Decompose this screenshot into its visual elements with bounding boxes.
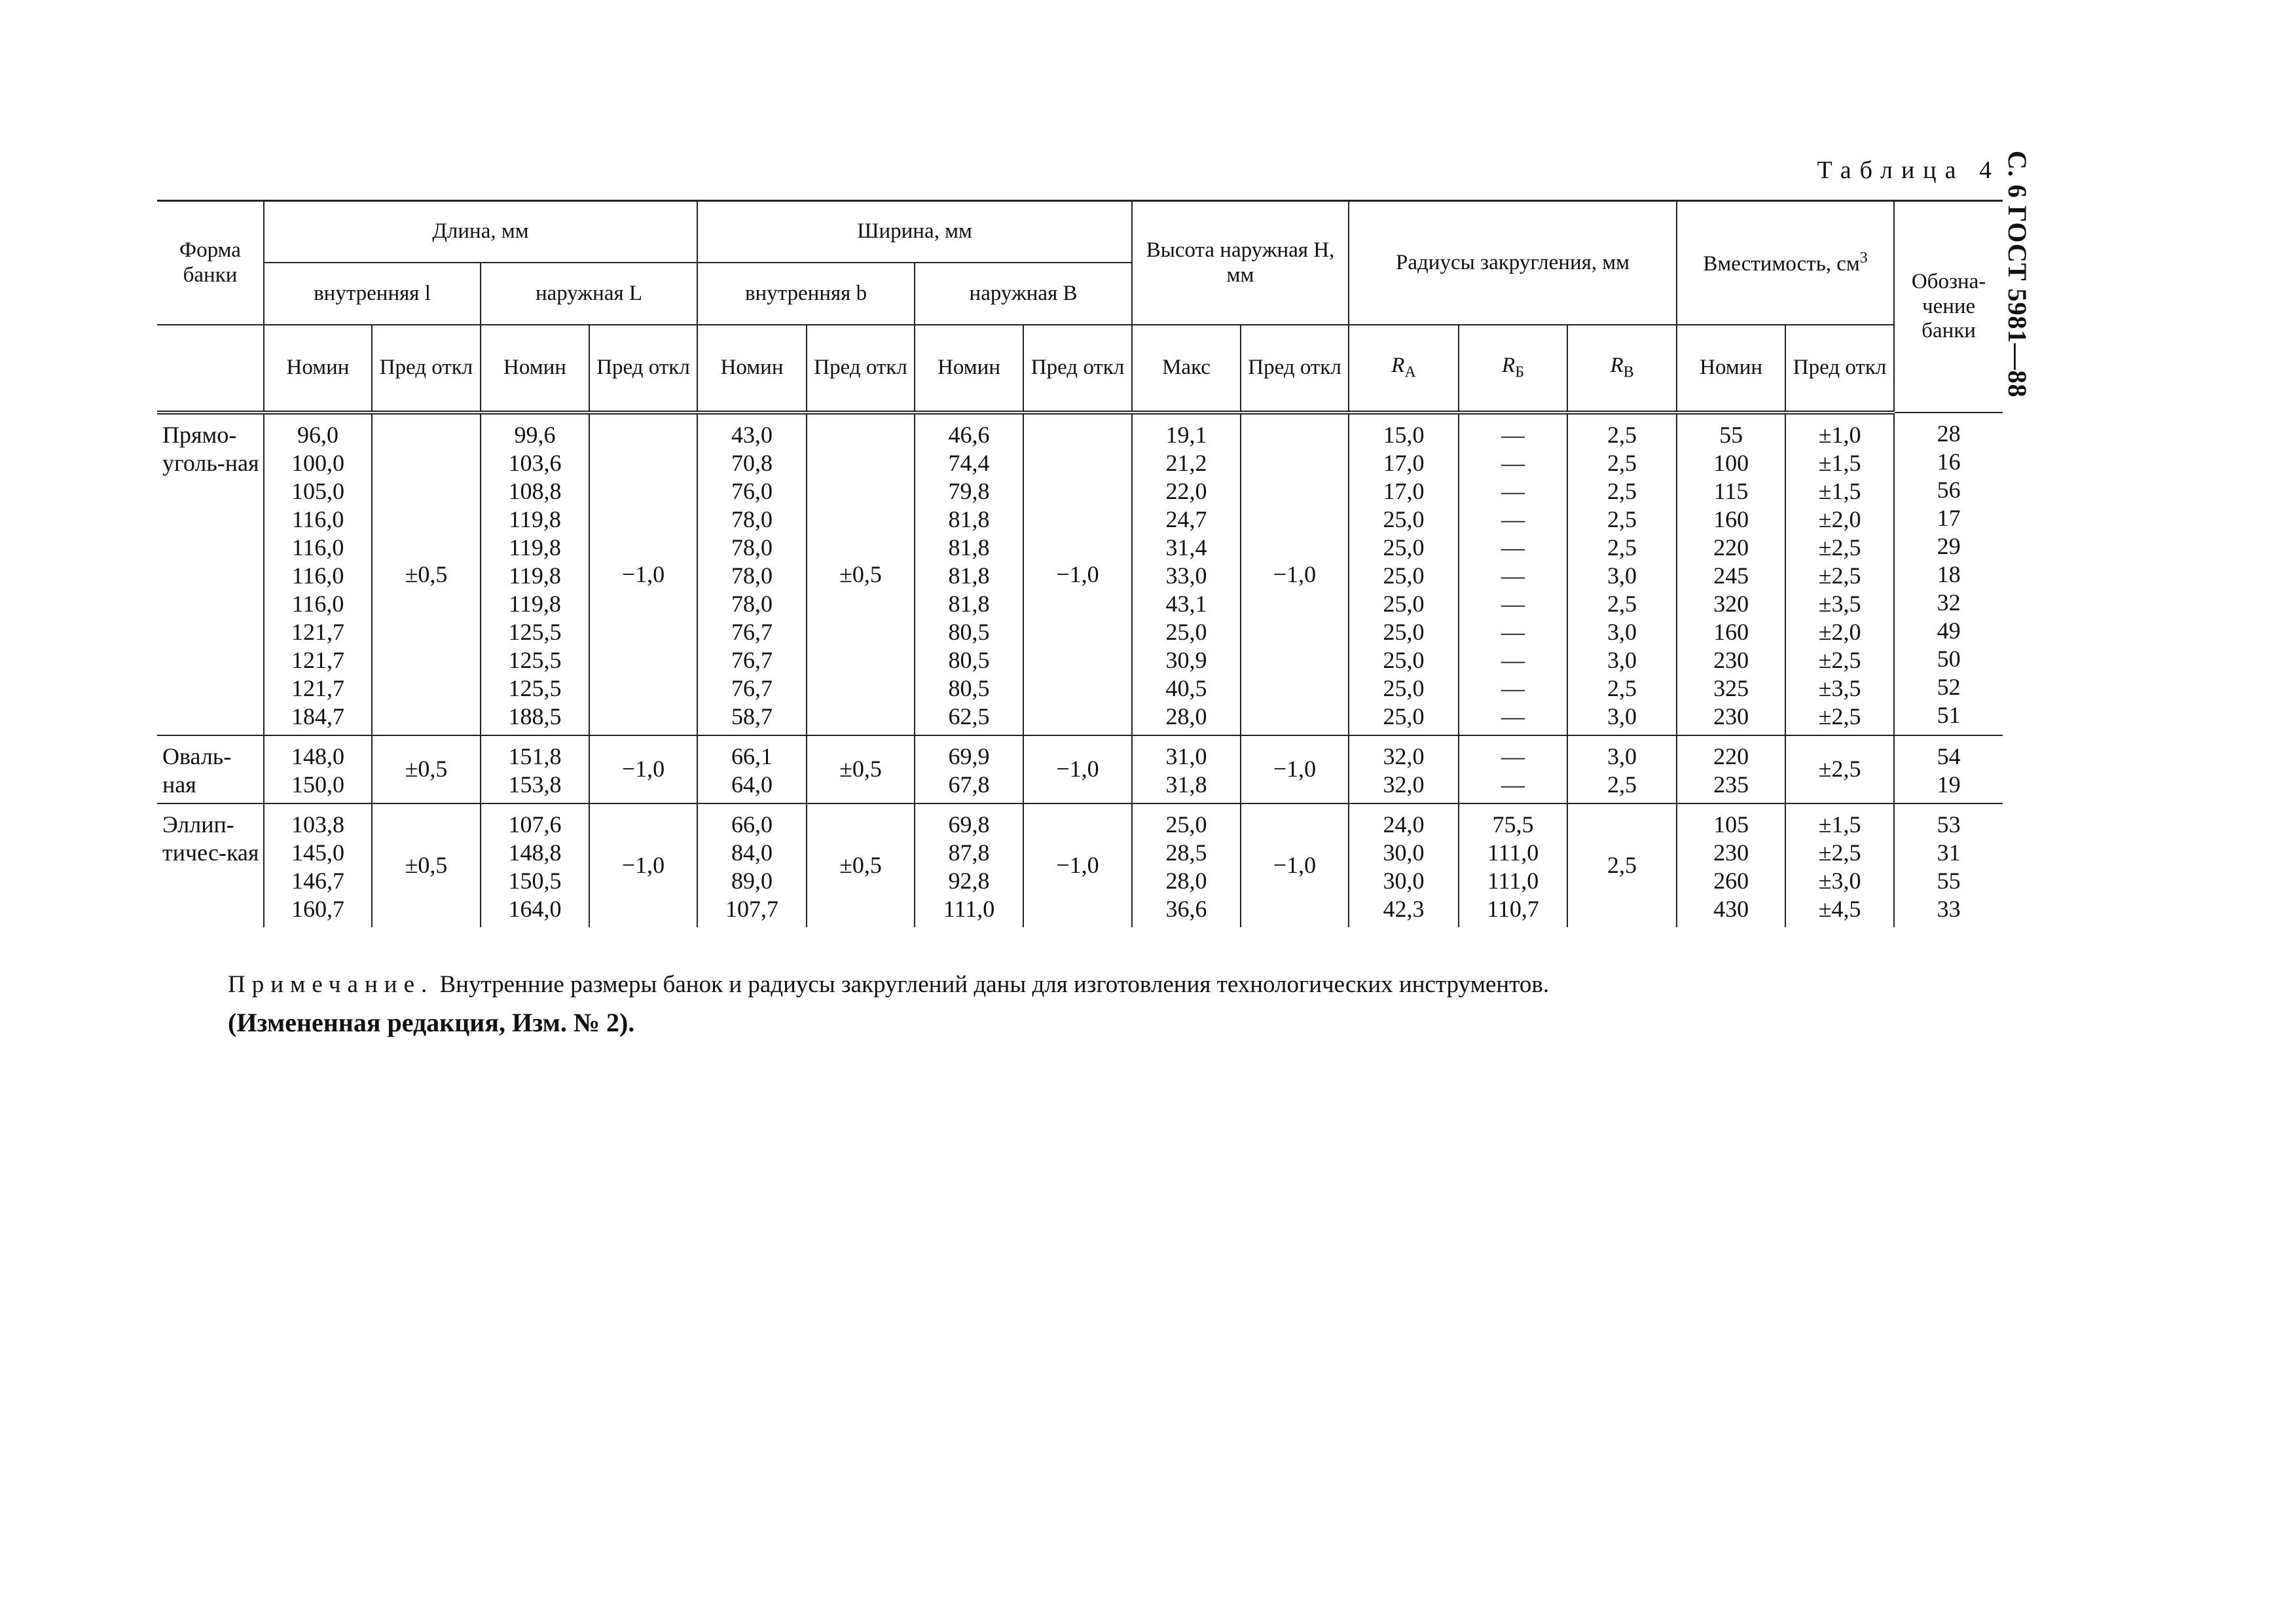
table-cell-value: 76,7 bbox=[731, 619, 773, 645]
table-cell-value: 66,1 bbox=[731, 743, 773, 769]
table-cell-value: 32 bbox=[1937, 589, 1961, 616]
table-cell-value: 22,0 bbox=[1165, 478, 1207, 504]
table-cell-value: 153,8 bbox=[508, 771, 562, 798]
height-values bbox=[1132, 413, 1241, 735]
table-cell-value: 24,0 bbox=[1383, 811, 1425, 838]
outer-L-values bbox=[481, 735, 589, 803]
table-cell-value: 64,0 bbox=[731, 771, 773, 798]
header-nomin: Номин bbox=[915, 325, 1023, 413]
table-cell-value: — bbox=[1501, 703, 1525, 729]
header-nomin: Номин bbox=[697, 325, 807, 413]
table-cell-value: 31 bbox=[1937, 839, 1961, 866]
table-cell-value: 235 bbox=[1713, 771, 1749, 798]
table-cell-value: 25,0 bbox=[1383, 675, 1425, 701]
shape-label: Оваль-ная bbox=[157, 735, 264, 803]
table-cell-value: 30,0 bbox=[1383, 868, 1425, 894]
table-cell-value: ±2,5 bbox=[1818, 839, 1861, 866]
table-cell-value: 29 bbox=[1937, 533, 1961, 559]
rb-values bbox=[1459, 735, 1567, 803]
inner-b-values bbox=[697, 413, 807, 735]
table-cell-value: 25,0 bbox=[1383, 619, 1425, 645]
table-cell-value: 66,0 bbox=[731, 811, 773, 838]
header-shape-blank bbox=[157, 325, 264, 413]
table-cell-value: 70,8 bbox=[731, 450, 773, 476]
table-cell-value: 2,5 bbox=[1607, 478, 1637, 504]
capacity-values bbox=[1677, 413, 1785, 735]
table-cell-value: 105,0 bbox=[291, 478, 344, 504]
table-cell-value: ±2,5 bbox=[1818, 534, 1861, 561]
table-cell-value: 28,5 bbox=[1165, 839, 1207, 866]
table-cell-value: ±3,5 bbox=[1818, 591, 1861, 617]
table-cell-value: 148,0 bbox=[291, 743, 344, 769]
inner-l-tolerance: ±0,5 bbox=[372, 803, 481, 927]
table-cell-value: 103,8 bbox=[291, 811, 344, 838]
group-rectangular bbox=[157, 413, 2003, 735]
table-cell-value: 100,0 bbox=[291, 450, 344, 476]
can-dimensions-table bbox=[157, 200, 2003, 927]
table-cell-value: 30,9 bbox=[1165, 647, 1207, 673]
table-cell-value: 42,3 bbox=[1383, 896, 1425, 922]
table-cell-value: 121,7 bbox=[291, 675, 344, 701]
header-pred-otkl: Пред откл bbox=[1023, 325, 1132, 413]
table-cell-value: 40,5 bbox=[1165, 675, 1207, 701]
inner-b-tolerance: ±0,5 bbox=[807, 413, 915, 735]
table-cell-value: 53 bbox=[1937, 811, 1961, 838]
header-rb: $R_Б$ bbox=[1459, 325, 1567, 413]
header-outer-L: наружная L bbox=[481, 263, 697, 325]
table-cell-value: 188,5 bbox=[508, 703, 562, 729]
table-cell-value: 105 bbox=[1713, 811, 1749, 838]
table-cell-value: 15,0 bbox=[1383, 422, 1425, 448]
table-cell-value: 36,6 bbox=[1165, 896, 1207, 922]
outer-B-values bbox=[915, 735, 1023, 803]
table-cell-value: 55 bbox=[1719, 422, 1743, 448]
table-cell-value: 32,0 bbox=[1383, 771, 1425, 798]
table-cell-value: 79,8 bbox=[948, 478, 990, 504]
table-cell-value: — bbox=[1501, 506, 1525, 532]
table-cell-value: 33,0 bbox=[1165, 562, 1207, 589]
table-cell-value: 69,8 bbox=[948, 811, 990, 838]
table-cell-value: 107,6 bbox=[508, 811, 562, 838]
table-cell-value: 19,1 bbox=[1165, 422, 1207, 448]
table-cell-value: ±2,0 bbox=[1818, 619, 1861, 645]
table-cell-value: 54 bbox=[1937, 743, 1961, 769]
table-cell-value: 52 bbox=[1937, 674, 1961, 700]
table-cell-value: 119,8 bbox=[509, 506, 561, 532]
table-cell-value: 151,8 bbox=[508, 743, 562, 769]
table-cell-value: 3,0 bbox=[1607, 743, 1637, 769]
table-cell-value: — bbox=[1501, 647, 1525, 673]
table-cell-value: 30,0 bbox=[1383, 839, 1425, 866]
table-cell-value: 43,0 bbox=[731, 422, 773, 448]
table-cell-value: 92,8 bbox=[948, 868, 990, 894]
table-cell-value: 51 bbox=[1937, 702, 1961, 728]
inner-l-tolerance: ±0,5 bbox=[372, 413, 481, 735]
group-elliptical bbox=[157, 803, 2003, 927]
outer-L-values bbox=[481, 413, 589, 735]
table-cell-value: 28 bbox=[1937, 420, 1961, 447]
table-cell-value: 17,0 bbox=[1383, 478, 1425, 504]
height-values bbox=[1132, 803, 1241, 927]
table-cell-value: 25,0 bbox=[1383, 591, 1425, 617]
table-cell-value: 146,7 bbox=[291, 868, 344, 894]
table-cell-value: 230 bbox=[1713, 839, 1749, 866]
table-cell-value: 164,0 bbox=[508, 896, 562, 922]
rb-values bbox=[1459, 413, 1567, 735]
table-cell-value: 3,0 bbox=[1607, 703, 1637, 729]
table-cell-value: — bbox=[1501, 591, 1525, 617]
page-header: С. 6 ГОСТ 5981—88 bbox=[2003, 151, 2032, 398]
table-cell-value: 110,7 bbox=[1487, 896, 1539, 922]
table-title: Таблица 4 bbox=[1817, 157, 2000, 184]
outer-L-tolerance: −1,0 bbox=[589, 803, 697, 927]
height-values bbox=[1132, 735, 1241, 803]
table-cell-value: 80,5 bbox=[948, 647, 990, 673]
outer-B-tolerance: −1,0 bbox=[1023, 735, 1132, 803]
rb-values bbox=[1459, 803, 1567, 927]
table-cell-value: 81,8 bbox=[948, 562, 990, 589]
table-cell-value: 32,0 bbox=[1383, 743, 1425, 769]
table-cell-value: 18 bbox=[1937, 561, 1961, 587]
height-tolerance: −1,0 bbox=[1241, 803, 1349, 927]
table-cell-value: 78,0 bbox=[731, 506, 773, 532]
table-cell-value: 121,7 bbox=[291, 619, 344, 645]
table-cell-value: 107,7 bbox=[725, 896, 779, 922]
table-cell-value: 81,8 bbox=[948, 534, 990, 561]
table-cell-value: 260 bbox=[1713, 868, 1749, 894]
table-cell-value: 119,8 bbox=[509, 534, 561, 561]
table-cell-value: — bbox=[1501, 478, 1525, 504]
table-cell-value: 21,2 bbox=[1165, 450, 1207, 476]
table-cell-value: — bbox=[1501, 743, 1525, 769]
table-cell-value: 245 bbox=[1713, 562, 1749, 589]
table-cell-value: — bbox=[1501, 619, 1525, 645]
ra-values bbox=[1349, 735, 1459, 803]
outer-L-tolerance: −1,0 bbox=[589, 735, 697, 803]
table-cell-value: 25,0 bbox=[1383, 506, 1425, 532]
table-cell-value: 2,5 bbox=[1607, 771, 1637, 798]
table-cell-value: 230 bbox=[1713, 703, 1749, 729]
shape-label: Эллип-тичес-кая bbox=[157, 803, 264, 927]
table-cell-value: 31,0 bbox=[1165, 743, 1207, 769]
table-cell-value: 76,0 bbox=[731, 478, 773, 504]
table-cell-value: 75,5 bbox=[1492, 811, 1534, 838]
rv-value: 2,5 bbox=[1567, 803, 1677, 927]
table-cell-value: 49 bbox=[1937, 617, 1961, 644]
table-cell-value: 50 bbox=[1937, 646, 1961, 672]
ra-values bbox=[1349, 413, 1459, 735]
header-shape: Форма банки bbox=[157, 201, 264, 325]
header-pred-otkl: Пред откл bbox=[372, 325, 481, 413]
table-cell-value: 80,5 bbox=[948, 675, 990, 701]
inner-b-tolerance: ±0,5 bbox=[807, 735, 915, 803]
header-inner-l: внутренняя l bbox=[264, 263, 481, 325]
table-cell-value: ±1,5 bbox=[1818, 450, 1861, 476]
table-cell-value: 28,0 bbox=[1165, 703, 1207, 729]
table-cell-value: 115 bbox=[1713, 478, 1749, 504]
table-cell-value: 116,0 bbox=[291, 534, 344, 561]
table-cell-value: 160 bbox=[1713, 619, 1749, 645]
rv-values bbox=[1567, 735, 1677, 803]
table-cell-value: 2,5 bbox=[1607, 591, 1637, 617]
table-cell-value: ±3,5 bbox=[1818, 675, 1861, 701]
table-cell-value: 76,7 bbox=[731, 647, 773, 673]
table-cell-value: — bbox=[1501, 675, 1525, 701]
table-cell-value: ±1,5 bbox=[1818, 811, 1861, 838]
header-nomin: Номин bbox=[264, 325, 372, 413]
table-cell-value: 55 bbox=[1937, 868, 1961, 894]
header-capacity: Вместимость, $см^3$ bbox=[1677, 201, 1894, 325]
table-cell-value: 125,5 bbox=[508, 619, 562, 645]
designation-values bbox=[1894, 803, 2003, 927]
table-cell-value: 111,0 bbox=[1487, 868, 1539, 894]
table-note bbox=[228, 970, 1549, 999]
table-cell-value: 2,5 bbox=[1607, 506, 1637, 532]
table-cell-value: 89,0 bbox=[731, 868, 773, 894]
inner-l-values bbox=[264, 735, 372, 803]
table-cell-value: 430 bbox=[1713, 896, 1749, 922]
header-width: Ширина, мм bbox=[697, 201, 1132, 263]
table-cell-value: 25,0 bbox=[1383, 703, 1425, 729]
table-cell-value: 2,5 bbox=[1607, 675, 1637, 701]
table-cell-value: ±1,5 bbox=[1818, 478, 1861, 504]
outer-L-tolerance: −1,0 bbox=[589, 413, 697, 735]
table-cell-value: — bbox=[1501, 534, 1525, 561]
header-designation: Обозна-чение банки bbox=[1894, 201, 2003, 413]
inner-l-values bbox=[264, 803, 372, 927]
table-cell-value: 25,0 bbox=[1165, 811, 1207, 838]
table-cell-value: 220 bbox=[1713, 534, 1749, 561]
table-cell-value: 19 bbox=[1937, 771, 1961, 798]
ra-values bbox=[1349, 803, 1459, 927]
table-cell-value: 31,8 bbox=[1165, 771, 1207, 798]
table-cell-value: 87,8 bbox=[948, 839, 990, 866]
table-cell-value: 99,6 bbox=[514, 422, 556, 448]
table-cell-value: 56 bbox=[1937, 477, 1961, 503]
table-cell-value: 111,0 bbox=[943, 896, 995, 922]
table-cell-value: — bbox=[1501, 422, 1525, 448]
outer-B-tolerance: −1,0 bbox=[1023, 413, 1132, 735]
table-cell-value: 28,0 bbox=[1165, 868, 1207, 894]
table-cell-value: ±1,0 bbox=[1818, 422, 1861, 448]
table-cell-value: 43,1 bbox=[1165, 591, 1207, 617]
header-nomin: Номин bbox=[481, 325, 589, 413]
table-cell-value: 230 bbox=[1713, 647, 1749, 673]
table-cell-value: ±4,5 bbox=[1818, 896, 1861, 922]
header-ra: $R_А$ bbox=[1349, 325, 1459, 413]
inner-l-tolerance: ±0,5 bbox=[372, 735, 481, 803]
table-cell-value: 145,0 bbox=[291, 839, 344, 866]
table-cell-value: 25,0 bbox=[1165, 619, 1207, 645]
table-cell-value: 116,0 bbox=[291, 591, 344, 617]
table-cell-value: 76,7 bbox=[731, 675, 773, 701]
designation-values bbox=[1894, 735, 2003, 803]
table-cell-value: 25,0 bbox=[1383, 647, 1425, 673]
capacity-values bbox=[1677, 803, 1785, 927]
table-cell-value: 111,0 bbox=[1487, 839, 1539, 866]
header-outer-B: наружная B bbox=[915, 263, 1132, 325]
header-maks: Макс bbox=[1132, 325, 1241, 413]
group-oval bbox=[157, 735, 2003, 803]
table-cell-value: 3,0 bbox=[1607, 619, 1637, 645]
outer-B-values bbox=[915, 803, 1023, 927]
table-cell-value: 31,4 bbox=[1165, 534, 1207, 561]
designation-values bbox=[1894, 413, 2003, 735]
header-pred-otkl: Пред откл bbox=[589, 325, 697, 413]
table-cell-value: 78,0 bbox=[731, 534, 773, 561]
note-label: Примечание. bbox=[228, 971, 434, 998]
table-cell-value: 58,7 bbox=[731, 703, 773, 729]
header-inner-b: внутренняя b bbox=[697, 263, 915, 325]
rv-values bbox=[1567, 413, 1677, 735]
table-cell-value: 84,0 bbox=[731, 839, 773, 866]
header-rv: $R_В$ bbox=[1567, 325, 1677, 413]
header-radii: Радиусы закругления, мм bbox=[1349, 201, 1677, 325]
height-tolerance: −1,0 bbox=[1241, 413, 1349, 735]
table-cell-value: 160 bbox=[1713, 506, 1749, 532]
table-cell-value: 25,0 bbox=[1383, 562, 1425, 589]
table-cell-value: 25,0 bbox=[1383, 534, 1425, 561]
outer-B-values bbox=[915, 413, 1023, 735]
header-height: Высота наружная H, мм bbox=[1132, 201, 1349, 325]
capacity-tolerance: ±2,5 bbox=[1785, 735, 1894, 803]
header-pred-otkl: Пред откл bbox=[1241, 325, 1349, 413]
inner-l-values bbox=[264, 413, 372, 735]
header-pred-otkl: Пред откл bbox=[1785, 325, 1894, 413]
table-cell-value: ±2,0 bbox=[1818, 506, 1861, 532]
table-cell-value: 108,8 bbox=[508, 478, 562, 504]
table-cell-value: 69,9 bbox=[948, 743, 990, 769]
capacity-tolerances bbox=[1785, 803, 1894, 927]
outer-B-tolerance: −1,0 bbox=[1023, 803, 1132, 927]
table-cell-value: 116,0 bbox=[291, 562, 344, 589]
table-cell-value: 17,0 bbox=[1383, 450, 1425, 476]
table-cell-value: 33 bbox=[1937, 896, 1961, 922]
table-cell-value: 17 bbox=[1937, 505, 1961, 531]
shape-label: Прямо-уголь-ная bbox=[157, 413, 264, 735]
table-cell-value: 2,5 bbox=[1607, 450, 1637, 476]
capacity-values bbox=[1677, 735, 1785, 803]
table-cell-value: 148,8 bbox=[508, 839, 562, 866]
table-cell-value: ±2,5 bbox=[1818, 562, 1861, 589]
table-cell-value: 103,6 bbox=[508, 450, 562, 476]
table-cell-value: 150,5 bbox=[508, 868, 562, 894]
table-cell-value: 2,5 bbox=[1607, 422, 1637, 448]
table-cell-value: 121,7 bbox=[291, 647, 344, 673]
table-cell-value: 81,8 bbox=[948, 591, 990, 617]
table-cell-value: 220 bbox=[1713, 743, 1749, 769]
table-cell-value: 96,0 bbox=[297, 422, 338, 448]
table-cell-value: — bbox=[1501, 562, 1525, 589]
outer-L-values bbox=[481, 803, 589, 927]
table-cell-value: 80,5 bbox=[948, 619, 990, 645]
table-cell-value: 3,0 bbox=[1607, 562, 1637, 589]
table-cell-value: ±3,0 bbox=[1818, 868, 1861, 894]
table-cell-value: 74,4 bbox=[948, 450, 990, 476]
table-cell-value: 81,8 bbox=[948, 506, 990, 532]
table-cell-value: 320 bbox=[1713, 591, 1749, 617]
table-cell-value: 24,7 bbox=[1165, 506, 1207, 532]
table-cell-value: 100 bbox=[1713, 450, 1749, 476]
table-cell-value: 78,0 bbox=[731, 591, 773, 617]
table-cell-value: ±2,5 bbox=[1818, 703, 1861, 729]
inner-b-values bbox=[697, 803, 807, 927]
table-cell-value: 116,0 bbox=[291, 506, 344, 532]
table-cell-value: 119,8 bbox=[509, 591, 561, 617]
inner-b-tolerance: ±0,5 bbox=[807, 803, 915, 927]
table-cell-value: — bbox=[1501, 771, 1525, 798]
header-pred-otkl: Пред откл bbox=[807, 325, 915, 413]
table-cell-value: 160,7 bbox=[291, 896, 344, 922]
height-tolerance: −1,0 bbox=[1241, 735, 1349, 803]
amendment-note: (Измененная редакция, Изм. № 2). bbox=[228, 1008, 635, 1037]
header-length: Длина, мм bbox=[264, 201, 697, 263]
table-cell-value: 46,6 bbox=[948, 422, 990, 448]
table-cell-value: — bbox=[1501, 450, 1525, 476]
note-text: Внутренние размеры банок и радиусы закруглений даны для изготовления технологических инструментов. bbox=[433, 971, 1550, 998]
table-cell-value: 3,0 bbox=[1607, 647, 1637, 673]
table-cell-value: 78,0 bbox=[731, 562, 773, 589]
table-cell-value: 119,8 bbox=[509, 562, 561, 589]
table-cell-value: 62,5 bbox=[948, 703, 990, 729]
header-nomin: Номин bbox=[1677, 325, 1785, 413]
table-cell-value: 184,7 bbox=[291, 703, 344, 729]
table-cell-value: 325 bbox=[1713, 675, 1749, 701]
table-cell-value: 67,8 bbox=[948, 771, 990, 798]
table-cell-value: 16 bbox=[1937, 449, 1961, 475]
table-cell-value: 150,0 bbox=[291, 771, 344, 798]
table-cell-value: 125,5 bbox=[508, 675, 562, 701]
capacity-tolerances bbox=[1785, 413, 1894, 735]
table-cell-value: 125,5 bbox=[508, 647, 562, 673]
inner-b-values bbox=[697, 735, 807, 803]
table-cell-value: 2,5 bbox=[1607, 534, 1637, 561]
table-cell-value: ±2,5 bbox=[1818, 647, 1861, 673]
